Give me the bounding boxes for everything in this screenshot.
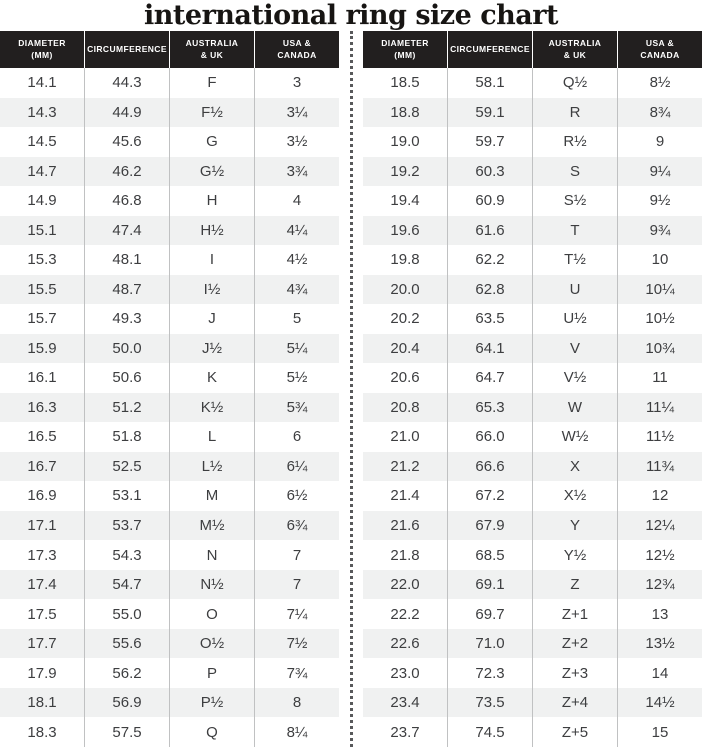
table-cell: 63.5 bbox=[447, 304, 532, 334]
table-cell: 10 bbox=[617, 245, 702, 275]
table-cell: 4½ bbox=[254, 245, 339, 275]
column-header: DIAMETER (MM) bbox=[363, 31, 447, 68]
table-row bbox=[363, 570, 702, 600]
table-cell: 11 bbox=[617, 363, 702, 393]
table-row bbox=[363, 68, 702, 98]
table-cell: 51.2 bbox=[84, 393, 169, 423]
table-cell: 22.6 bbox=[390, 635, 420, 653]
dotted-divider bbox=[339, 31, 363, 747]
table-cell: 60.9 bbox=[447, 186, 532, 216]
table-cell: 23.4 bbox=[390, 694, 420, 712]
table-cell: S½ bbox=[532, 186, 617, 216]
table-row bbox=[363, 540, 702, 570]
table-cell: V bbox=[532, 334, 617, 364]
table-cell: F½ bbox=[169, 98, 254, 128]
table-row bbox=[363, 304, 702, 334]
table-cell: U½ bbox=[532, 304, 617, 334]
table-cell: Z+3 bbox=[532, 658, 617, 688]
table-cell: G bbox=[169, 127, 254, 157]
ring-size-table-left bbox=[0, 31, 339, 747]
table-cell: O bbox=[169, 599, 254, 629]
table-cell: 13½ bbox=[617, 629, 702, 659]
table-cell: 65.3 bbox=[447, 393, 532, 423]
table-cell: 10¼ bbox=[617, 275, 702, 305]
table-cell: 69.7 bbox=[447, 599, 532, 629]
table-cell: 67.9 bbox=[447, 511, 532, 541]
table-cell: 18.5 bbox=[390, 74, 420, 92]
table-cell: 18.8 bbox=[390, 103, 420, 121]
table-row bbox=[363, 275, 702, 305]
table-cell: 15.9 bbox=[27, 339, 57, 357]
table-cell: 23.7 bbox=[390, 723, 420, 741]
table-cell: Q½ bbox=[532, 68, 617, 98]
table-cell: 14½ bbox=[617, 688, 702, 718]
table-cell: Z bbox=[532, 570, 617, 600]
table-cell: 17.5 bbox=[27, 605, 57, 623]
table-cell: H bbox=[169, 186, 254, 216]
page-title: international ring size chart bbox=[144, 0, 558, 31]
table-row bbox=[0, 688, 339, 718]
table-row bbox=[0, 216, 339, 246]
column-header: USA & CANADA bbox=[618, 31, 702, 68]
table-cell: 62.2 bbox=[447, 245, 532, 275]
table-cell: 50.0 bbox=[84, 334, 169, 364]
table-cell: 74.5 bbox=[447, 717, 532, 747]
table-row bbox=[0, 511, 339, 541]
table-row bbox=[0, 157, 339, 187]
table-cell: 48.1 bbox=[84, 245, 169, 275]
table-cell: 5 bbox=[254, 304, 339, 334]
table-cell: P½ bbox=[169, 688, 254, 718]
table-cell: 21.4 bbox=[390, 487, 420, 505]
table-cell: X bbox=[532, 452, 617, 482]
table-cell: 15.7 bbox=[27, 310, 57, 328]
table-row bbox=[0, 186, 339, 216]
table-cell: M bbox=[169, 481, 254, 511]
table-row bbox=[0, 629, 339, 659]
table-cell: 68.5 bbox=[447, 540, 532, 570]
table-cell: 9 bbox=[617, 127, 702, 157]
table-cell: L bbox=[169, 422, 254, 452]
table-row bbox=[0, 481, 339, 511]
table-cell: 20.8 bbox=[390, 398, 420, 416]
table-cell: 66.0 bbox=[447, 422, 532, 452]
table-cell: 14.1 bbox=[27, 74, 57, 92]
table-cell: 14.7 bbox=[27, 162, 57, 180]
table-row bbox=[0, 540, 339, 570]
table-cell: 12½ bbox=[617, 540, 702, 570]
ring-size-table-right bbox=[363, 31, 702, 747]
table-cell: 54.7 bbox=[84, 570, 169, 600]
table-cell: 6 bbox=[254, 422, 339, 452]
table-cell: 10½ bbox=[617, 304, 702, 334]
table-cell: 13 bbox=[617, 599, 702, 629]
table-cell: Z+5 bbox=[532, 717, 617, 747]
table-row bbox=[0, 334, 339, 364]
table-cell: 55.6 bbox=[84, 629, 169, 659]
table-cell: 9¼ bbox=[617, 157, 702, 187]
table-row bbox=[0, 245, 339, 275]
table-cell: 4¼ bbox=[254, 216, 339, 246]
table-cell: 53.1 bbox=[84, 481, 169, 511]
table-cell: J bbox=[169, 304, 254, 334]
table-cell: 12¼ bbox=[617, 511, 702, 541]
table-cell: 21.0 bbox=[390, 428, 420, 446]
table-row bbox=[0, 452, 339, 482]
table-cell: 12¾ bbox=[617, 570, 702, 600]
table-cell: 19.6 bbox=[390, 221, 420, 239]
table-cell: 7 bbox=[254, 570, 339, 600]
table-cell: 19.0 bbox=[390, 133, 420, 151]
table-cell: 44.3 bbox=[84, 68, 169, 98]
table-cell: R bbox=[532, 98, 617, 128]
table-cell: R½ bbox=[532, 127, 617, 157]
table-body bbox=[0, 68, 339, 747]
table-cell: M½ bbox=[169, 511, 254, 541]
table-cell: 6½ bbox=[254, 481, 339, 511]
table-cell: N bbox=[169, 540, 254, 570]
table-row bbox=[363, 629, 702, 659]
table-cell: 15.1 bbox=[27, 221, 57, 239]
table-cell: 57.5 bbox=[84, 717, 169, 747]
table-cell: 10¾ bbox=[617, 334, 702, 364]
table-cell: 46.2 bbox=[84, 157, 169, 187]
table-cell: 52.5 bbox=[84, 452, 169, 482]
table-cell: 17.3 bbox=[27, 546, 57, 564]
table-row bbox=[0, 127, 339, 157]
table-cell: 6¼ bbox=[254, 452, 339, 482]
column-header: AUSTRALIA & UK bbox=[533, 31, 617, 68]
table-cell: 46.8 bbox=[84, 186, 169, 216]
table-cell: 59.1 bbox=[447, 98, 532, 128]
table-cell: 50.6 bbox=[84, 363, 169, 393]
table-cell: 3¾ bbox=[254, 157, 339, 187]
table-cell: 58.1 bbox=[447, 68, 532, 98]
table-cell: X½ bbox=[532, 481, 617, 511]
table-body bbox=[363, 68, 702, 747]
table-cell: 7 bbox=[254, 540, 339, 570]
table-cell: 11¼ bbox=[617, 393, 702, 423]
table-cell: 19.4 bbox=[390, 192, 420, 210]
table-row bbox=[0, 658, 339, 688]
table-cell: N½ bbox=[169, 570, 254, 600]
table-cell: 8 bbox=[254, 688, 339, 718]
table-cell: 69.1 bbox=[447, 570, 532, 600]
table-cell: W½ bbox=[532, 422, 617, 452]
table-cell: 11½ bbox=[617, 422, 702, 452]
table-cell: I bbox=[169, 245, 254, 275]
table-cell: 21.2 bbox=[390, 457, 420, 475]
table-cell: 16.1 bbox=[27, 369, 57, 387]
table-cell: 20.2 bbox=[390, 310, 420, 328]
table-row bbox=[0, 422, 339, 452]
table-cell: 5¾ bbox=[254, 393, 339, 423]
table-row bbox=[0, 570, 339, 600]
table-cell: J½ bbox=[169, 334, 254, 364]
column-header: USA & CANADA bbox=[255, 31, 339, 68]
table-cell: 16.9 bbox=[27, 487, 57, 505]
table-row bbox=[0, 363, 339, 393]
table-row bbox=[363, 127, 702, 157]
table-cell: 22.0 bbox=[390, 576, 420, 594]
table-cell: K½ bbox=[169, 393, 254, 423]
table-cell: 67.2 bbox=[447, 481, 532, 511]
table-cell: 23.0 bbox=[390, 664, 420, 682]
table-row bbox=[363, 511, 702, 541]
table-row bbox=[363, 688, 702, 718]
table-cell: Y bbox=[532, 511, 617, 541]
table-cell: 45.6 bbox=[84, 127, 169, 157]
table-cell: 4 bbox=[254, 186, 339, 216]
table-cell: 19.8 bbox=[390, 251, 420, 269]
table-cell: Z+4 bbox=[532, 688, 617, 718]
table-cell: 17.4 bbox=[27, 576, 57, 594]
table-cell: P bbox=[169, 658, 254, 688]
table-cell: 60.3 bbox=[447, 157, 532, 187]
table-cell: 49.3 bbox=[84, 304, 169, 334]
table-cell: 12 bbox=[617, 481, 702, 511]
table-cell: 7½ bbox=[254, 629, 339, 659]
table-cell: 8¾ bbox=[617, 98, 702, 128]
table-cell: 62.8 bbox=[447, 275, 532, 305]
table-cell: 55.0 bbox=[84, 599, 169, 629]
table-cell: 15.5 bbox=[27, 280, 57, 298]
table-cell: O½ bbox=[169, 629, 254, 659]
table-cell: Z+1 bbox=[532, 599, 617, 629]
table-row bbox=[0, 304, 339, 334]
table-cell: 11¾ bbox=[617, 452, 702, 482]
table-cell: G½ bbox=[169, 157, 254, 187]
table-row bbox=[363, 422, 702, 452]
column-header: CIRCUMFERENCE bbox=[85, 31, 169, 68]
table-header-row bbox=[0, 31, 339, 68]
column-header: CIRCUMFERENCE bbox=[448, 31, 532, 68]
table-cell: 6¾ bbox=[254, 511, 339, 541]
table-cell: 56.2 bbox=[84, 658, 169, 688]
table-row bbox=[363, 245, 702, 275]
table-cell: 9¾ bbox=[617, 216, 702, 246]
table-cell: 15 bbox=[617, 717, 702, 747]
table-row bbox=[0, 393, 339, 423]
table-cell: K bbox=[169, 363, 254, 393]
table-cell: L½ bbox=[169, 452, 254, 482]
table-row bbox=[363, 334, 702, 364]
table-cell: 18.1 bbox=[27, 694, 57, 712]
table-cell: 16.5 bbox=[27, 428, 57, 446]
table-cell: 64.7 bbox=[447, 363, 532, 393]
table-cell: 14.9 bbox=[27, 192, 57, 210]
table-cell: 21.8 bbox=[390, 546, 420, 564]
table-cell: 20.6 bbox=[390, 369, 420, 387]
table-cell: 51.8 bbox=[84, 422, 169, 452]
table-cell: Y½ bbox=[532, 540, 617, 570]
table-row bbox=[363, 599, 702, 629]
table-cell: H½ bbox=[169, 216, 254, 246]
table-row bbox=[363, 393, 702, 423]
table-row bbox=[0, 717, 339, 747]
table-cell: 15.3 bbox=[27, 251, 57, 269]
table-row bbox=[363, 98, 702, 128]
table-cell: 9½ bbox=[617, 186, 702, 216]
table-cell: 72.3 bbox=[447, 658, 532, 688]
table-cell: F bbox=[169, 68, 254, 98]
table-cell: 48.7 bbox=[84, 275, 169, 305]
column-header: AUSTRALIA & UK bbox=[170, 31, 254, 68]
table-cell: 21.6 bbox=[390, 516, 420, 534]
table-cell: 4¾ bbox=[254, 275, 339, 305]
table-cell: 16.7 bbox=[27, 457, 57, 475]
table-cell: 14.5 bbox=[27, 133, 57, 151]
tables-container bbox=[0, 31, 702, 747]
table-row bbox=[0, 68, 339, 98]
table-cell: 66.6 bbox=[447, 452, 532, 482]
table-cell: 17.7 bbox=[27, 635, 57, 653]
table-cell: 17.1 bbox=[27, 516, 57, 534]
table-cell: V½ bbox=[532, 363, 617, 393]
table-cell: 8½ bbox=[617, 68, 702, 98]
table-cell: I½ bbox=[169, 275, 254, 305]
table-cell: 61.6 bbox=[447, 216, 532, 246]
table-row bbox=[0, 98, 339, 128]
table-cell: 7¾ bbox=[254, 658, 339, 688]
table-cell: 16.3 bbox=[27, 398, 57, 416]
table-row bbox=[0, 275, 339, 305]
table-cell: Q bbox=[169, 717, 254, 747]
table-row bbox=[363, 186, 702, 216]
table-cell: 20.4 bbox=[390, 339, 420, 357]
table-cell: W bbox=[532, 393, 617, 423]
table-row bbox=[363, 363, 702, 393]
column-header: DIAMETER (MM) bbox=[0, 31, 84, 68]
table-cell: 53.7 bbox=[84, 511, 169, 541]
table-cell: 17.9 bbox=[27, 664, 57, 682]
table-cell: 14.3 bbox=[27, 103, 57, 121]
table-cell: T½ bbox=[532, 245, 617, 275]
table-row bbox=[363, 717, 702, 747]
table-cell: 73.5 bbox=[447, 688, 532, 718]
table-row bbox=[363, 157, 702, 187]
table-cell: 5½ bbox=[254, 363, 339, 393]
table-cell: 19.2 bbox=[390, 162, 420, 180]
table-cell: 22.2 bbox=[390, 605, 420, 623]
table-cell: T bbox=[532, 216, 617, 246]
table-cell: 8¼ bbox=[254, 717, 339, 747]
table-cell: 47.4 bbox=[84, 216, 169, 246]
table-cell: U bbox=[532, 275, 617, 305]
table-cell: Z+2 bbox=[532, 629, 617, 659]
table-row bbox=[363, 658, 702, 688]
table-cell: 18.3 bbox=[27, 723, 57, 741]
table-cell: 54.3 bbox=[84, 540, 169, 570]
table-row bbox=[363, 452, 702, 482]
table-row bbox=[0, 599, 339, 629]
table-header-row bbox=[363, 31, 702, 68]
table-cell: S bbox=[532, 157, 617, 187]
table-cell: 3 bbox=[254, 68, 339, 98]
table-cell: 3½ bbox=[254, 127, 339, 157]
table-cell: 20.0 bbox=[390, 280, 420, 298]
table-row bbox=[363, 216, 702, 246]
table-cell: 56.9 bbox=[84, 688, 169, 718]
table-cell: 59.7 bbox=[447, 127, 532, 157]
table-cell: 71.0 bbox=[447, 629, 532, 659]
table-cell: 7¼ bbox=[254, 599, 339, 629]
table-row bbox=[363, 481, 702, 511]
table-cell: 44.9 bbox=[84, 98, 169, 128]
table-cell: 14 bbox=[617, 658, 702, 688]
table-cell: 5¼ bbox=[254, 334, 339, 364]
table-cell: 64.1 bbox=[447, 334, 532, 364]
table-cell: 3¼ bbox=[254, 98, 339, 128]
